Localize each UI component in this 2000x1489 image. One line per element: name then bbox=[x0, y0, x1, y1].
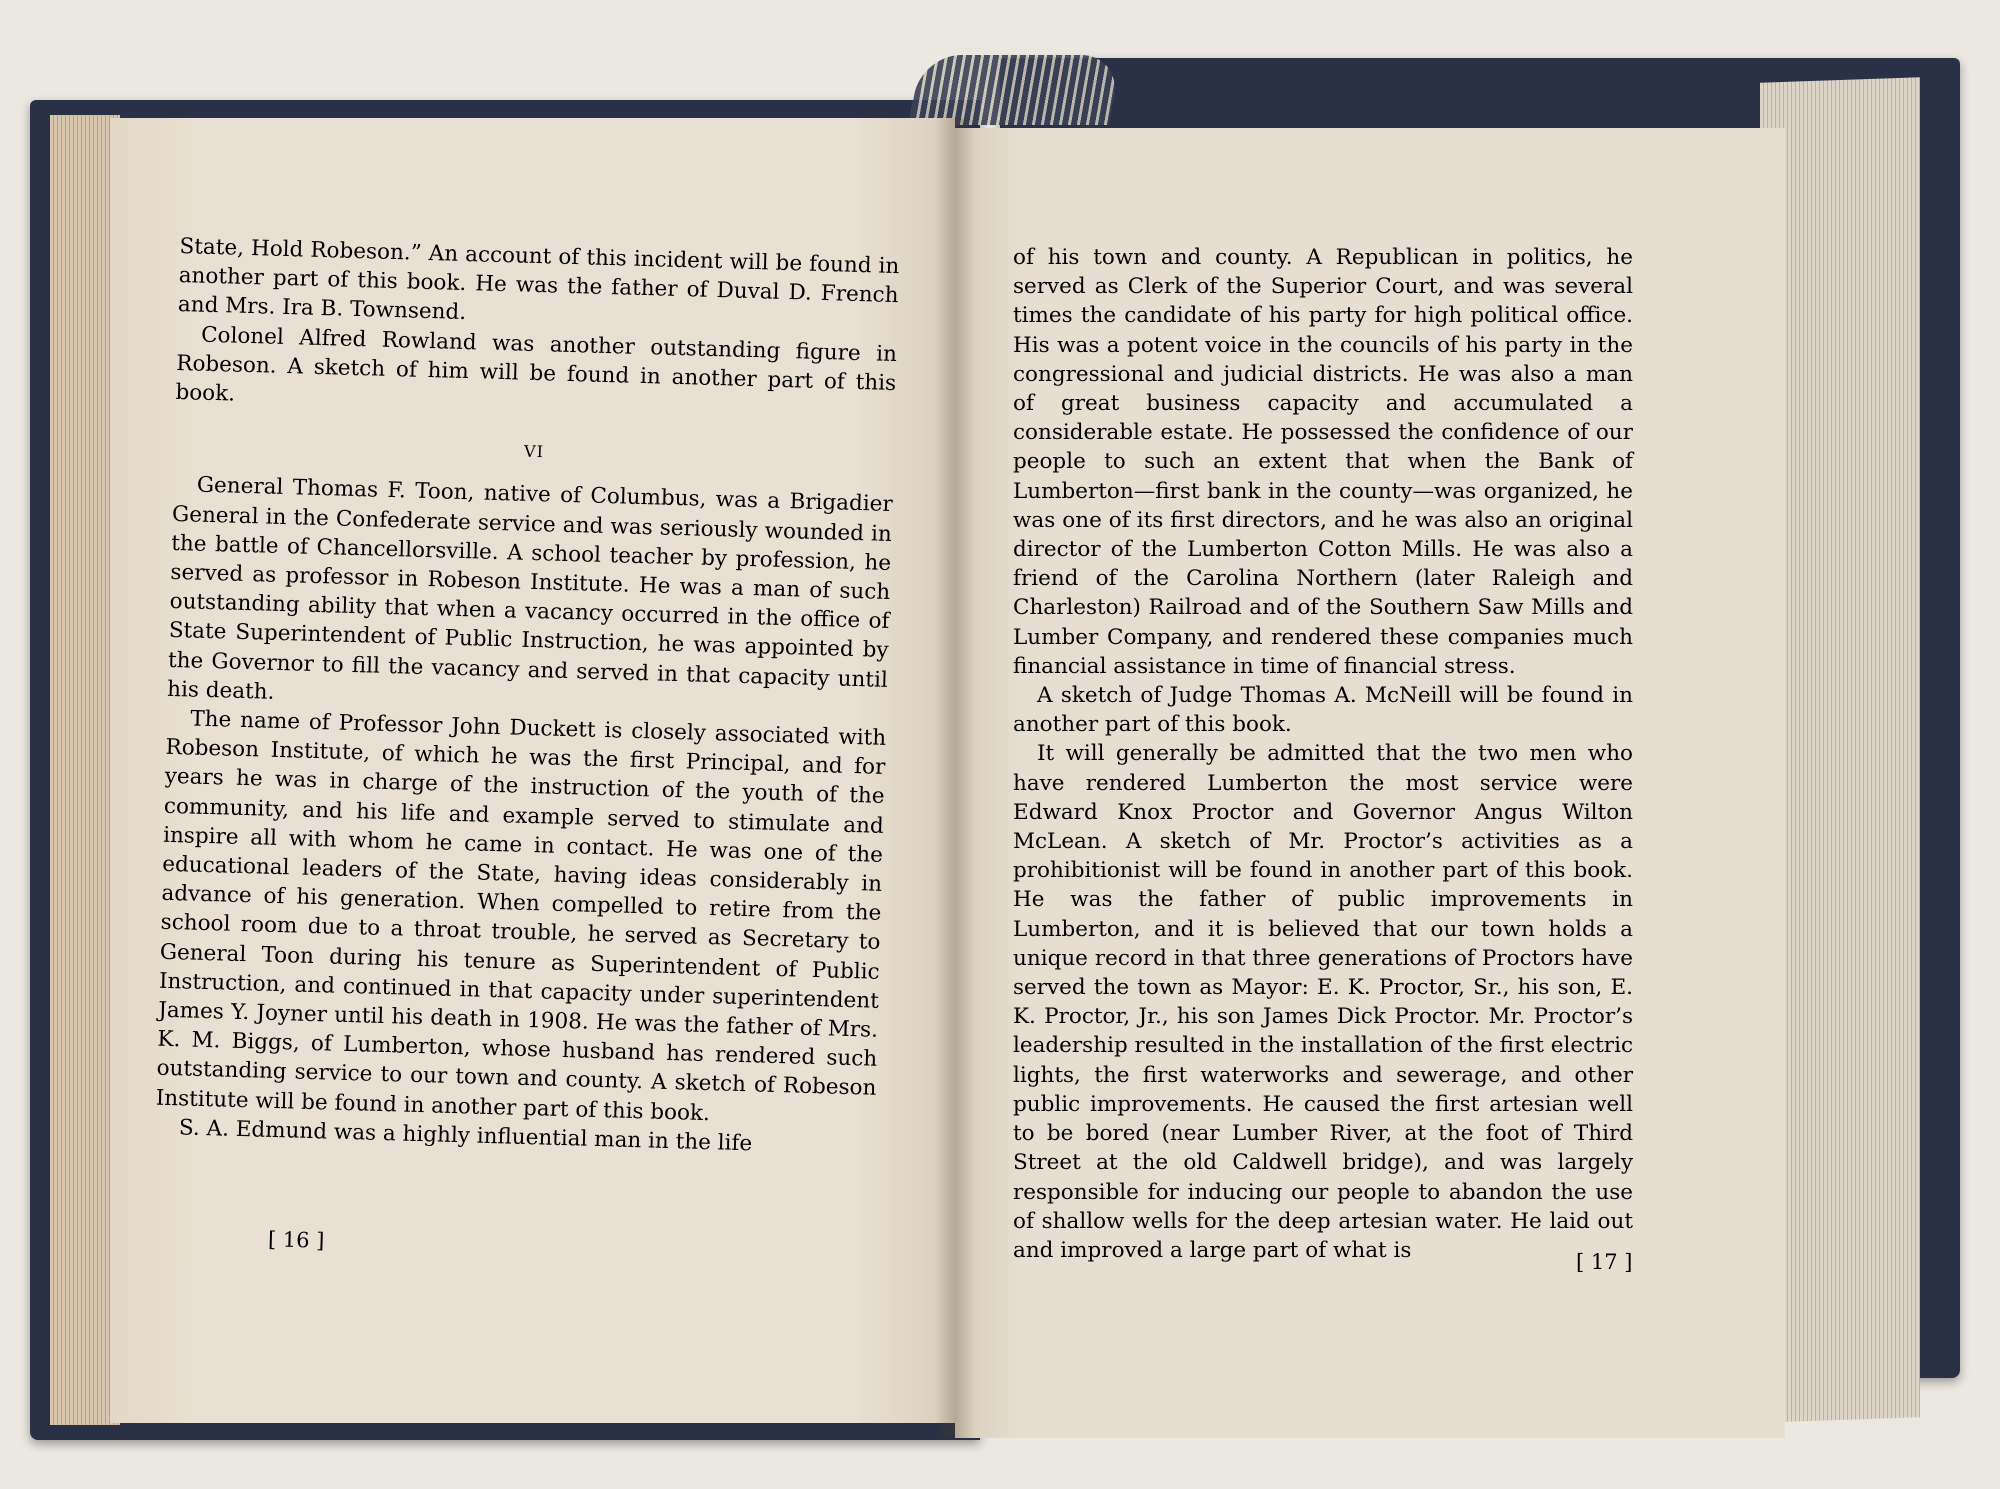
page-number-left: [ 16 ] bbox=[267, 1227, 325, 1253]
left-page-text bbox=[155, 232, 900, 1162]
paragraph: General Thomas F. Toon, native of Columbus, was a Brigadier General in the Confederate service and was seriously wounded in the battle of Chancellorsville. A school teacher by profession, he served as professor in Robeson Institute. He was a man of such outstanding ability that when a vacancy occurred in the office of State Superintendent of Public Instruction, he was appointed by the Governor to fill the vacancy and served in that capacity until his death. bbox=[166, 472, 894, 705]
right-page-text bbox=[1013, 243, 1633, 1265]
page-number-right: [ 17 ] bbox=[1576, 1250, 1633, 1274]
paragraph: The name of Professor John Duckett is closely associated with Robeson Institute, of which he was the first Principal, and for years he was in charge of the instruction of the youth of the community, and his life and example served to stimulate and inspire all with whom he came in contact. He was one of the educational leaders of the State, having ideas considerably in advance of his generation. When compelled to retire from the school room due to a throat trouble, he served as Secretary to General Toon during his tenure as Superintendent of Public Instruction, and continued in that capacity under superintendent James Y. Joyner until his death in 1908. He was the father of Mrs. K. M. Biggs, of Lumberton, whose husband has rendered such outstanding service to our town and county. A sketch of Robeson Institute will be found in another part of this book. bbox=[155, 706, 887, 1126]
section-heading: VI bbox=[523, 441, 545, 462]
paragraph: S. A. Edmund was a highly influential man in the life bbox=[178, 1115, 753, 1157]
paragraph: A sketch of Judge Thomas A. McNeill will be found in another part of this book. bbox=[1013, 683, 1633, 738]
paragraph: of his town and county. A Republican in politics, he served as Clerk of the Superior Court, and was several times the candidate of his party for high political office. His was a potent voice in the councils of his party in the congressional and judicial districts. He was also a man of great business capacity and accumulated a considerable estate. He possessed the confidence of our people to such an extent that when the Bank of Lumberton—first bank in the county—was organized, he was one of its first directors, and he was also an original director of the Lumberton Cotton Mills. He was also a friend of the Carolina Northern (later Raleigh and Charleston) Railroad and of the Southern Saw Mills and Lumber Company, and rendered these companies much financial assistance in time of financial stress. bbox=[1013, 245, 1633, 679]
book-gutter bbox=[935, 118, 975, 1438]
paragraph: It will generally be admitted that the two men who have rendered Lumberton the most service were Edward Knox Proctor and Governor Angus Wilton McLean. A sketch of Mr. Proctor’s activities as a prohibitionist will be found in another part of this book. He was the father of public improvements in Lumberton, and it is believed that our town holds a unique record in that three generations of Proctors have served the town as Mayor: E. K. Proctor, Sr., his son, E. K. Proctor, Jr., his son James Dick Proctor. Mr. Proctor’s leadership resulted in the installation of the first electric lights, the first waterworks and sewerage, and other public improvements. He caused the first artesian well to be bored (near Lumber River, at the foot of Third Street at the old Caldwell bridge), and was largely responsible for inducing our people to abandon the use of shallow wells for the deep artesian water. He laid out and improved a large part of what is bbox=[1013, 741, 1633, 1263]
paragraph: State, Hold Robeson.” An account of this incident will be found in another part of this book. He was the father of Duval D. French and Mrs. Ira B. Townsend. bbox=[177, 233, 900, 326]
paragraph: Colonel Alfred Rowland was another outstanding figure in Robeson. A sketch of him will be found in another part of this book. bbox=[175, 322, 898, 407]
book-spine bbox=[909, 55, 1121, 125]
